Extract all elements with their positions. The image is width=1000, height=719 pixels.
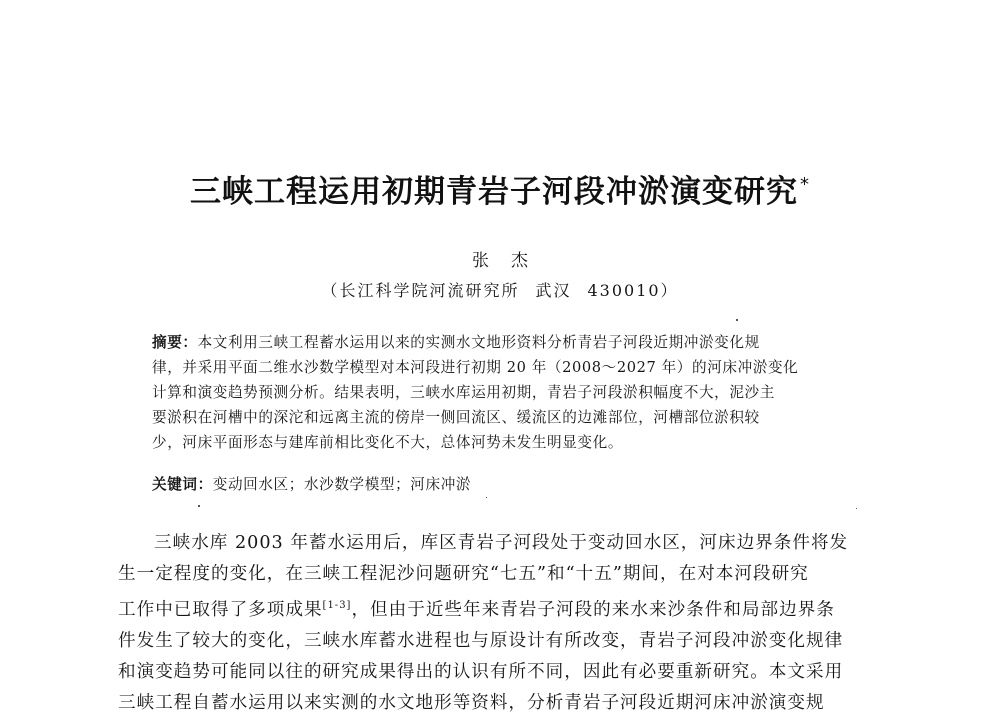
title-text: 三峡工程运用初期青岩子河段冲淤演变研究 bbox=[190, 174, 798, 210]
abstract-line-text: 本文利用三峡工程蓄水运用以来的实测水文地形资料分析青岩子河段近期冲淤变化规 bbox=[197, 334, 760, 351]
author-name: 张杰 bbox=[472, 251, 550, 271]
keywords bbox=[152, 472, 892, 497]
scan-speck bbox=[486, 497, 487, 498]
scan-speck bbox=[856, 508, 857, 509]
body-line: 生一定程度的变化，在三峡工程泥沙问题研究“七五”和“十五”期间，在对本河段研究 bbox=[118, 564, 809, 584]
affiliation-postcode: 430010 bbox=[587, 281, 661, 300]
body-paragraph bbox=[118, 528, 918, 719]
scan-speck bbox=[198, 505, 200, 507]
affiliation-institute: 长江科学院河流研究所 bbox=[339, 281, 520, 300]
abstract-label: 摘要： bbox=[152, 334, 198, 351]
affiliation bbox=[0, 278, 1000, 301]
body-line: 件发生了较大的变化，三峡水库蓄水进程也与原设计有所改变，青岩子河段冲淤变化规律 bbox=[118, 631, 844, 651]
body-line: 三峡工程自蓄水运用以来实测的水文地形等资料，分析青岩子河段近期河床冲淤演变规 bbox=[118, 693, 825, 713]
abstract-line: 少，河床平面形态与建库前相比变化不大，总体河势未发生明显变化。 bbox=[152, 434, 624, 451]
abstract-line: 计算和演变趋势预测分析。结果表明，三峡水库运用初期，青岩子河段淤积幅度不大，泥沙主 bbox=[152, 384, 775, 401]
abstract-line bbox=[152, 330, 892, 355]
paper-title bbox=[0, 166, 1000, 211]
citation-ref: [1-3] bbox=[322, 600, 352, 611]
affiliation-close-paren: ） bbox=[660, 281, 679, 300]
scan-speck bbox=[736, 319, 738, 321]
affiliation-city: 武汉 bbox=[535, 281, 572, 300]
keywords-label: 关键词： bbox=[152, 476, 213, 493]
body-line-text: ，但由于近些年来青岩子河段的来水来沙条件和局部边界条 bbox=[351, 600, 835, 620]
body-line: 和演变趋势可能同以往的研究成果得出的认识有所不同，因此有必要重新研究。本文采用 bbox=[118, 662, 844, 682]
affiliation-open-paren: （ bbox=[321, 281, 340, 300]
abstract bbox=[152, 330, 892, 455]
abstract-line: 律，并采用平面二维水沙数学模型对本河段进行初期 20 年（2008～2027 年）的河床冲淤变化 bbox=[152, 359, 799, 376]
body-line-text: 工作中已取得了多项成果 bbox=[118, 600, 323, 620]
title-footnote-mark: * bbox=[800, 174, 810, 195]
keywords-text: 变动回水区；水沙数学模型；河床冲淤 bbox=[212, 476, 472, 493]
abstract-line: 要淤积在河槽中的深沱和远离主流的傍岸一侧回流区、缓流区的边滩部位，河槽部位淤积较 bbox=[152, 409, 760, 426]
body-line bbox=[118, 590, 918, 626]
body-line: 三峡水库 2003 年蓄水运用后，库区青岩子河段处于变动回水区，河床边界条件将发 bbox=[154, 533, 849, 553]
